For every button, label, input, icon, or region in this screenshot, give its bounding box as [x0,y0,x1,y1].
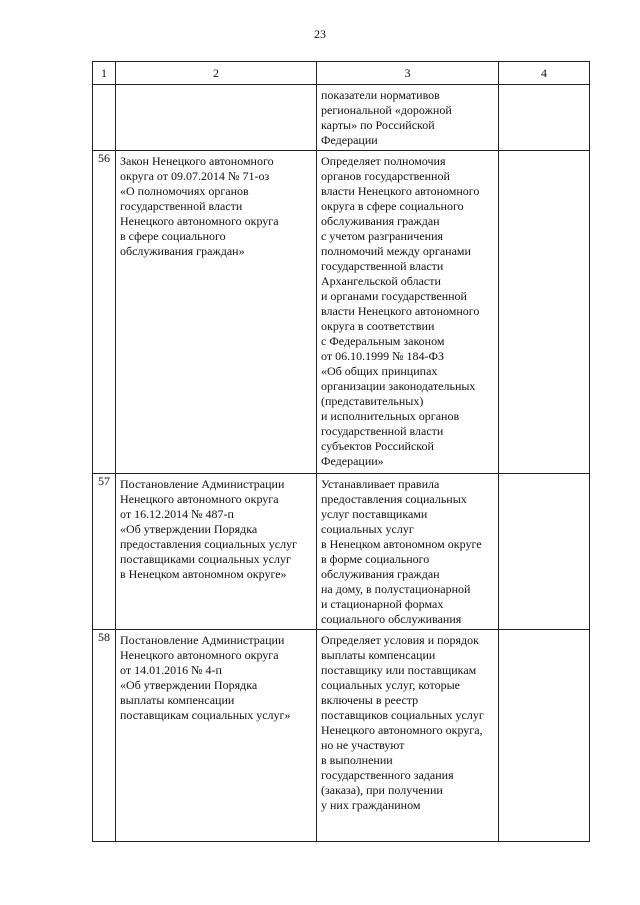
page-number: 23 [314,27,326,41]
table-row [93,85,590,151]
cell-text-line: с Федеральным законом [321,334,445,348]
cell-text-line: на дому, в полустационарной [321,582,471,596]
act-name-cell [116,474,317,630]
cell-text-line: поставщику или поставщикам [321,663,477,677]
cell-text-line: субъектов Российской [321,439,434,453]
cell-text-line: и органами государственной [321,289,467,303]
row-number: 56 [93,151,116,474]
row-number: 57 [93,474,116,630]
cell-text-line: поставщикам социальных услуг» [120,708,291,722]
act-description-cell [317,151,499,474]
cell-text-line: «О полномочиях органов [120,184,249,198]
cell-text-line: «Об общих принципах [321,364,438,378]
cell-text-line: от 14.01.2016 № 4-п [120,663,222,677]
cell-text-line: предоставления социальных [321,492,467,506]
cell-text-line: в выполнении [321,753,393,767]
cell-text-line: государственной власти [321,259,444,273]
cell-text-line: услуг поставщиками [321,507,428,521]
notes-cell [499,630,590,842]
act-name-cell [116,85,317,151]
table-header-row [93,62,590,85]
cell-text-line: «Об утверждении Порядка [120,678,258,692]
cell-text-line: выплаты компенсации [120,693,235,707]
cell-text-line: Федерации [321,133,378,147]
header-col-1: 1 [93,62,116,85]
cell-text-line: Постановление Администрации [120,477,285,491]
cell-text-line: полномочий между органами [321,244,471,258]
cell-text-line: Устанавливает правила [321,477,440,491]
cell-text-line: от 16.12.2014 № 487-п [120,507,234,521]
cell-text-line: Ненецкого автономного округа, [321,723,483,737]
header-col-2: 2 [116,62,317,85]
cell-text-line: Архангельской области [321,274,441,288]
cell-text-line: показатели нормативов [321,88,440,102]
cell-text-line: Закон Ненецкого автономного [120,154,274,168]
cell-text-line: Определяет условия и порядок [321,633,479,647]
cell-text-line: власти Ненецкого автономного [321,304,480,318]
cell-text-line: от 06.10.1999 № 184-ФЗ [321,349,445,363]
cell-text-line: и стационарной формах [321,597,444,611]
cell-text-line: государственной власти [120,199,243,213]
row-number [93,85,116,151]
cell-text-line: предоставления социальных услуг [120,537,298,551]
cell-text-line: «Об утверждении Порядка [120,522,258,536]
notes-cell [499,474,590,630]
cell-text-line: Постановление Администрации [120,633,285,647]
cell-text-line: (заказа), при получении [321,783,443,797]
notes-cell [499,85,590,151]
cell-text-line: органов государственной [321,169,450,183]
cell-text-line: округа в сфере социального [321,199,464,213]
cell-text-line: в Ненецком автономном округе» [120,567,287,581]
cell-text-line: карты» по Российской [321,118,435,132]
cell-text-line: обслуживания граждан [321,567,440,581]
cell-text-line: Федерации» [321,454,384,468]
cell-text-line: социальных услуг [321,522,414,536]
cell-text-line: обслуживания граждан» [120,244,245,258]
cell-text-line: обслуживания граждан [321,214,440,228]
cell-text-line: Ненецкого автономного округа [120,492,279,506]
cell-text-line: социальных услуг, которые [321,678,460,692]
act-name-cell [116,630,317,842]
cell-text-line: (представительных) [321,394,424,408]
header-col-3: 3 [317,62,499,85]
legal-acts-table [92,61,590,842]
cell-text-line: поставщиками социальных услуг [120,552,291,566]
act-description-cell [317,474,499,630]
notes-cell [499,151,590,474]
act-name-cell [116,151,317,474]
cell-text-line: социального обслуживания [321,612,462,626]
cell-text-line: Ненецкого автономного округа [120,648,279,662]
table-row [93,474,590,630]
cell-text-line: власти Ненецкого автономного [321,184,480,198]
cell-text-line: Определяет полномочия [321,154,446,168]
row-number: 58 [93,630,116,842]
cell-text-line: Ненецкого автономного округа [120,214,279,228]
act-description-cell [317,630,499,842]
cell-text-line: государственного задания [321,768,454,782]
cell-text-line: округа в соответствии [321,319,435,333]
cell-text-line: округа от 09.07.2014 № 71-оз [120,169,270,183]
cell-text-line: в форме социального [321,552,430,566]
cell-text-line: в Ненецком автономном округе [321,537,482,551]
table-row [93,630,590,842]
table-row [93,151,590,474]
cell-text-line: региональной «дорожной [321,103,452,117]
cell-text-line: но не участвуют [321,738,405,752]
cell-text-line: в сфере социального [120,229,226,243]
cell-text-line: включены в реестр [321,693,419,707]
act-description-cell [317,85,499,151]
cell-text-line: у них гражданином [321,798,421,812]
cell-text-line: поставщиков социальных услуг [321,708,484,722]
cell-text-line: организации законодательных [321,379,476,393]
header-col-4: 4 [499,62,590,85]
cell-text-line: и исполнительных органов [321,409,460,423]
cell-text-line: государственной власти [321,424,444,438]
cell-text-line: выплаты компенсации [321,648,436,662]
cell-text-line: с учетом разграничения [321,229,444,243]
